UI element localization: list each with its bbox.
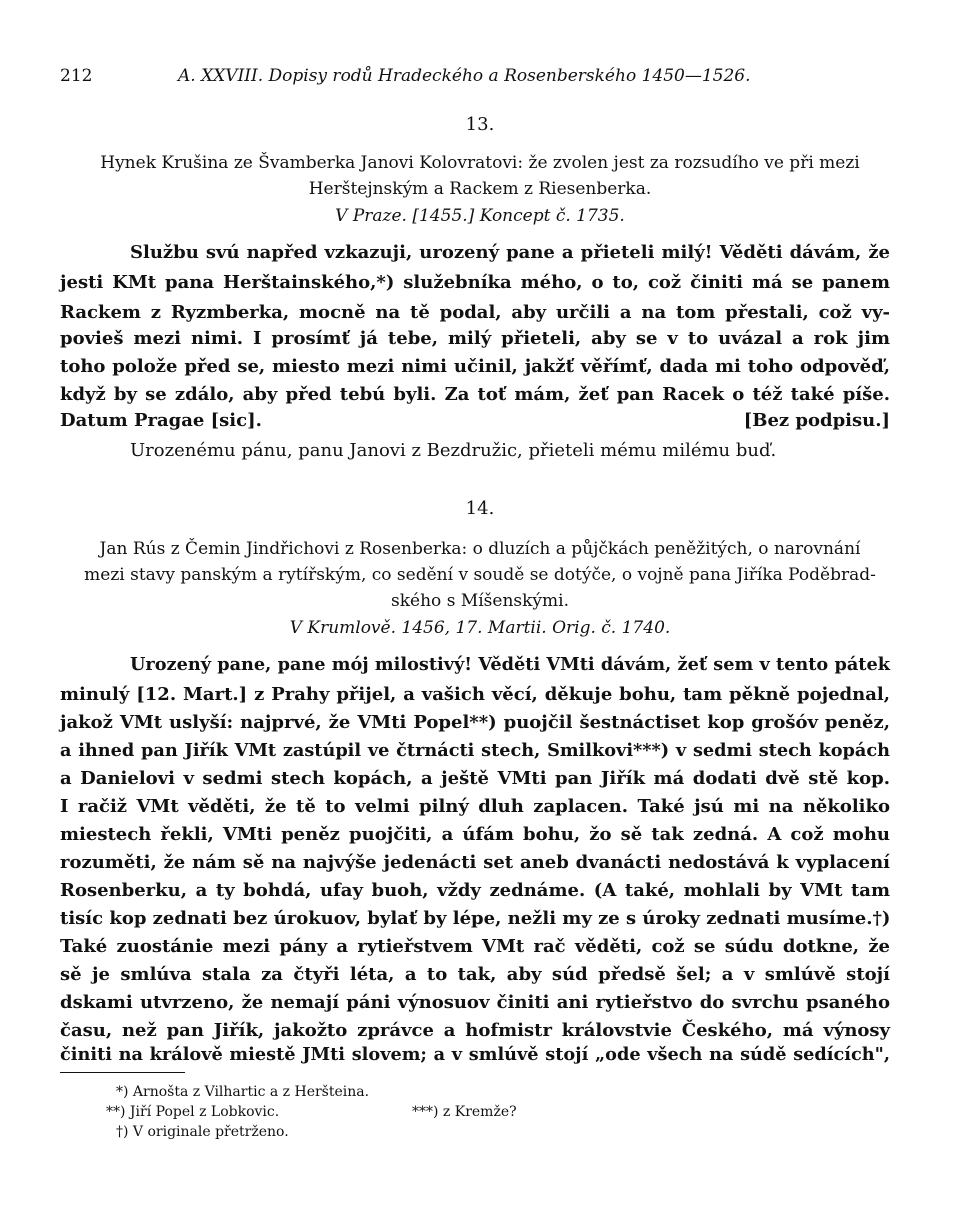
letter-14-body-line: dskami utvrzeno, že nemají páni výnosuov činiti ani rytieřstvo do svrchu psaného (60, 992, 890, 1013)
footnote: *) Arnošta z Vilhartic a z Heršteina. (116, 1084, 370, 1100)
letter-14-body-line: jakož VMt uslyší: najprvé, že VMti Popel**) puojčil šestnáctiset kop grošóv peněz, (60, 712, 890, 733)
summary-line: Jan Rús z Čemin Jindřichovi z Rosenberka: o dluzích a půjčkách peněžitých, o narovnání (99, 539, 861, 559)
letter-14-body-line: Také zuostánie mezi pány a rytieřstvem VMt rač věděti, což se súdu dotkne, že (60, 936, 890, 957)
letter-13-address: Urozenému pánu, panu Janovi z Bezdružic, přieteli mému milému buď. (130, 440, 777, 461)
letter-14-body-line: minulý [12. Mart.] z Prahy přijel, a vašich věcí, děkuje bohu, tam pěkně pojednal, (60, 684, 890, 705)
summary-line: Hynek Krušina ze Švamberka Janovi Kolovratovi: že zvolen jest za rozsudího ve při mezi (100, 153, 860, 173)
letter-14-body-line: rozuměti, že nám sě na najvýše jedenácti set aneb dvanácti nedostává k vyplacení (60, 852, 890, 873)
letter-13-signature: [Bez podpisu.] (743, 410, 890, 431)
letter-14-dateline: V Krumlově. 1456, 17. Martii. Orig. č. 1740. (289, 618, 671, 638)
letter-13-body-line: toho polože před se, miesto mezi nimi učinil, jakžť věřímť, dada mi toho odpověď, (60, 356, 890, 377)
letter-14-body-line: a ihned pan Jiřík VMt zastúpil ve čtrnácti stech, Smilkovi***) v sedmi stech kopách (60, 740, 890, 761)
letter-13-summary (60, 150, 900, 202)
letter-14-body-line: činiti na králově miestě JMti slovem; a v smlúvě stojí „ode všech na súdě sedících", (60, 1044, 890, 1065)
letter-13-dateline: V Praze. [1455.] Koncept č. 1735. (335, 206, 625, 226)
letter-14-body-line: a Danielovi v sedmi stech kopách, a ještě VMti pan Jiřík má dodati dvě stě kop. (60, 768, 890, 789)
letter-14-body-line: miestech řekli, VMti peněz puojčiti, a úfám bohu, žo sě tak zedná. A což mohu (60, 824, 890, 845)
letter-14-body-line: sě je smlúva stala za čtyři léta, a to tak, aby súd předsě šel; a v smlúvě stojí (60, 964, 890, 985)
footnote: ***) z Kremže? (412, 1104, 517, 1120)
letter-14-summary (60, 536, 900, 614)
letter-14-number: 14. (465, 498, 495, 519)
letter-14-body-line: I račiž VMt věděti, že tě to velmi pilný dluh zaplacen. Také jsú mi na několiko (60, 796, 890, 817)
letter-13-body-line: Službu svú napřed vzkazuji, urozený pane a přieteli milý! Věděti dávám, že (130, 242, 890, 263)
running-title: A. XXVIII. Dopisy rodů Hradeckého a Rosenberského 1450—1526. (178, 66, 751, 86)
running-head (60, 66, 906, 90)
letter-14-body-line: tisíc kop zednati bez úrokuov, bylať by lépe, nežli my ze s úroky zednati musíme.†) (60, 908, 891, 929)
letter-13-body-line: povieš mezi nimi. I prosímť já tebe, milý přieteli, aby se v to uvázal a rok jim (60, 328, 890, 349)
page-number: 212 (60, 66, 93, 86)
letter-14-body-line: Rosenberku, a ty bohdá, ufay buoh, vždy zednáme. (A také, mohlali by VMt tam (60, 880, 890, 901)
letter-13-body-line: když by se zdálo, aby před tebú byli. Za toť mám, žeť pan Racek o též také píše. (60, 384, 890, 405)
footnote: **) Jiří Popel z Lobkovic. (106, 1104, 280, 1120)
letter-14-body-line: času, než pan Jiřík, jakožto zprávce a hofmistr královstvie Českého, má výnosy (60, 1020, 890, 1041)
summary-line: Herštejnským a Rackem z Riesenberka. (308, 179, 652, 199)
letter-13-number: 13. (465, 114, 495, 135)
letter-13-datum: Datum Pragae [sic]. (60, 410, 262, 431)
footnote: †) V originale přetrženo. (116, 1124, 289, 1140)
summary-line: mezi stavy panským a rytířským, co sedění v soudě se dotýče, o vojně pana Jiříka Poděbrad- (84, 565, 876, 585)
letter-13-body-line: jesti KMt pana Herštainského,*) služebníka mého, o to, což činiti má se panem (60, 272, 890, 293)
summary-line: ského s Míšenskými. (391, 591, 569, 611)
letter-13-body-line: Rackem z Ryzmberka, mocně na tě podal, aby určili a na tom přestali, což vy- (60, 302, 890, 323)
letter-14-body-line: Urozený pane, pane mój milostivý! Věděti VMti dávám, žeť sem v tento pátek (130, 654, 890, 675)
footnote-rule (60, 1072, 185, 1073)
